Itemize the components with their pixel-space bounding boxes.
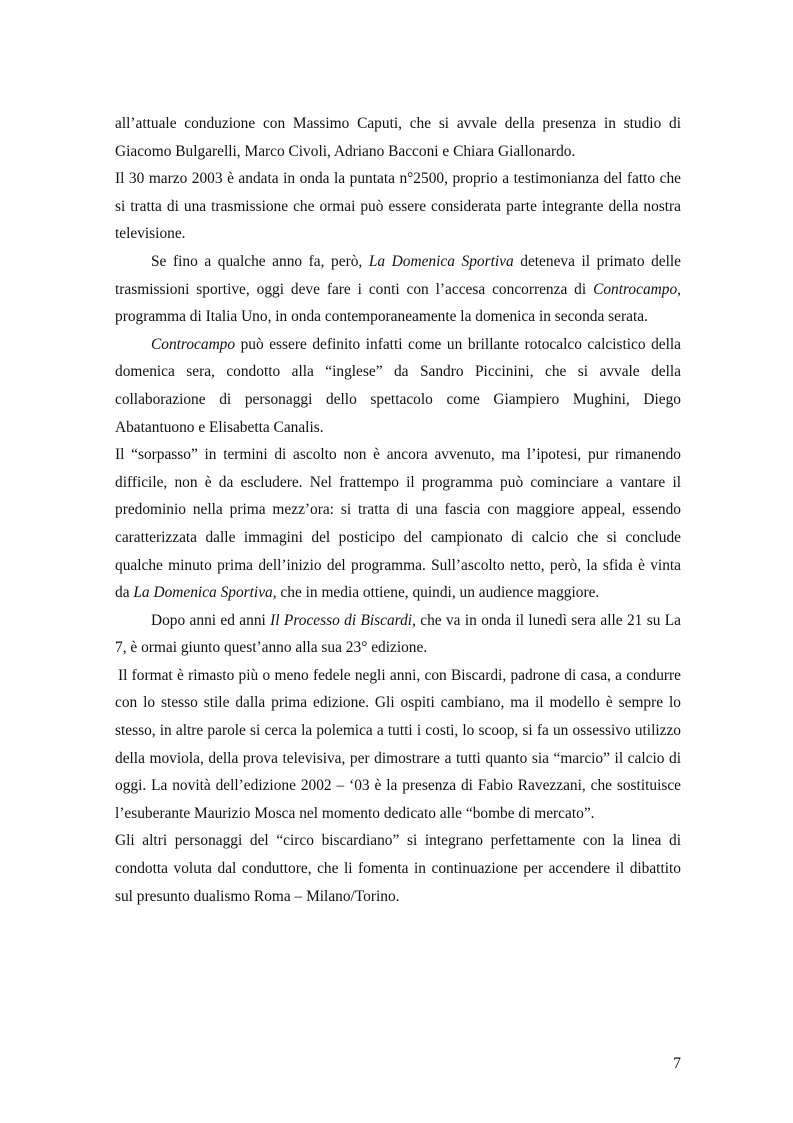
text-run: Il “sorpasso” in termini di ascolto non è ancora avvenuto, ma l’ipotesi, pur rimanendo difficile, non è da escludere. Nel frattempo il programma può cominciare a vantare il predominio nella prima mezz’ora: si tratta di una fascia con maggiore appeal, essendo caratterizzata dalle immagini del posticipo del campionato di calcio che si conclude qualche minuto prima dell’inizio del programma. Sull’ascolto netto, però, la sfida è vinta da	[115, 446, 681, 602]
paragraph: all’attuale conduzione con Massimo Caputi, che si avvale della presenza in studio di Giacomo Bulgarelli, Marco Civoli, Adriano Bacconi e Chiara Giallonardo.	[115, 115, 681, 160]
page-number: 7	[673, 1055, 681, 1072]
program-title: La Domenica Sportiva	[368, 252, 514, 270]
paragraph	[115, 248, 681, 331]
document-body	[115, 110, 681, 910]
paragraph: Il format è rimasto più o meno fedele negli anni, con Biscardi, padrone di casa, a condurre con lo stesso stile dalla prima edizione. Gli ospiti cambiano, ma il modello è sempre lo stesso, in altre parole si cerca la polemica a tutti i costi, lo scoop, si fa un ossessivo utilizzo della moviola, della prova televisiva, per dimostrare a tutti quanto sia “marcio” il calcio di oggi. La novità dell’edizione 2002 – ‘03 è la presenza di Fabio Ravezzani, che sostituisce l’esuberante Maurizio Mosca nel momento dedicato alle “bombe di mercato”.	[115, 666, 681, 822]
paragraph	[115, 607, 681, 662]
paragraph: Il 30 marzo 2003 è andata in onda la puntata n°2500, proprio a testimonianza del fatto che si tratta di una trasmissione che ormai può essere considerata parte integrante della nostra televisione.	[115, 170, 681, 243]
program-title: Controcampo	[151, 335, 236, 353]
text-run: Se fino a qualche anno fa, però,	[151, 252, 369, 270]
text-run: può essere definito infatti come un brillante rotocalco calcistico della domenica sera, condotto alla “inglese” da Sandro Piccinini, che si avvale della collaborazione di personaggi dello spettacolo come Giampiero Mughini, Diego Abatantuono e Elisabetta Canalis.	[115, 335, 681, 436]
paragraph	[115, 331, 681, 441]
paragraph	[115, 441, 681, 607]
program-title: La Domenica Sportiva	[133, 584, 273, 602]
paragraph: Gli altri personaggi del “circo biscardiano” si integrano perfettamente con la linea di condotta voluta dal conduttore, che li fomenta in continuazione per accendere il dibattito sul presunto dualismo Roma – Milano/Torino.	[115, 832, 681, 905]
text-run: Dopo anni ed anni	[151, 611, 271, 629]
program-title: Il Processo di Biscardi	[270, 611, 413, 629]
program-title: Controcampo	[593, 280, 678, 298]
text-run: , che va in onda il lunedì sera alle 21 su La 7, è ormai giunto quest’anno alla sua 23° edizione.	[115, 611, 681, 657]
text-run: deteneva il primato delle trasmissioni sportive, oggi deve fare i conti con l’accesa concorrenza di	[115, 252, 682, 298]
text-run: , programma di Italia Uno, in onda contemporaneamente la domenica in seconda serata.	[115, 280, 681, 326]
text-run: , che in media ottiene, quindi, un audience maggiore.	[272, 584, 600, 602]
